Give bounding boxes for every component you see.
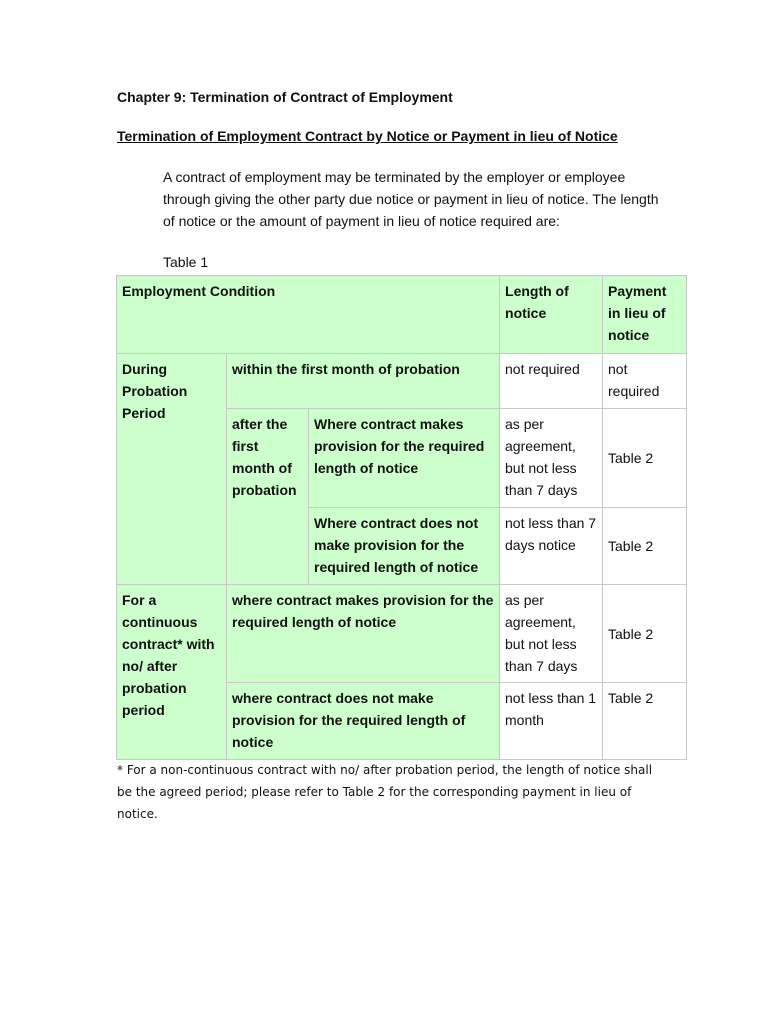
probation-provision-length: as per agreement, but not less than 7 days	[500, 409, 603, 508]
first-month-payment: not required	[603, 354, 687, 409]
probation-no-provision-condition: Where contract does not make provision for the required length of notice	[309, 508, 500, 585]
section-title: Termination of Employment Contract by Notice or Payment in lieu of Notice	[117, 128, 618, 144]
table-label: Table 1	[163, 254, 209, 270]
probation-provision-payment: Table 2	[603, 409, 687, 508]
continuous-contract-label: For a continuous contract* with no/ after probation period	[117, 585, 227, 760]
header-employment-condition: Employment Condition	[117, 276, 500, 354]
intro-paragraph: A contract of employment may be terminated by the employer or employee through giving the other party due notice or payment in lieu of notice. The length of notice or the amount of payment in lieu of notice required are:	[163, 169, 659, 229]
first-month-condition: within the first month of probation	[227, 354, 500, 409]
continuous-provision-payment: Table 2	[603, 585, 687, 683]
continuous-no-provision-payment: Table 2	[603, 683, 687, 760]
header-payment-in-lieu: Payment in lieu of notice	[603, 276, 687, 354]
probation-no-provision-length: not less than 7 days notice	[500, 508, 603, 585]
notice-table	[116, 275, 687, 760]
first-month-length: not required	[500, 354, 603, 409]
after-first-month-label: after the first month of probation	[227, 409, 309, 585]
continuous-no-provision-length: not less than 1 month	[500, 683, 603, 760]
footnote: * For a non-continuous contract with no/ after probation period, the length of notice shall be the agreed period; please refer to Table 2 for the corresponding payment in lieu of notice.	[117, 763, 653, 821]
table-header-row	[117, 276, 687, 354]
probation-no-provision-payment: Table 2	[603, 508, 687, 585]
continuous-provision-length: as per agreement, but not less than 7 days	[500, 585, 603, 683]
continuous-no-provision-condition: where contract does not make provision for the required length of notice	[227, 683, 500, 760]
table-row	[117, 585, 687, 683]
chapter-title: Chapter 9: Termination of Contract of Employment	[117, 89, 453, 105]
continuous-provision-condition: where contract makes provision for the required length of notice	[227, 585, 500, 683]
probation-provision-condition: Where contract makes provision for the required length of notice	[309, 409, 500, 508]
header-length-of-notice: Length of notice	[500, 276, 603, 354]
table-row	[117, 354, 687, 409]
probation-period-label: During Probation Period	[117, 354, 227, 585]
